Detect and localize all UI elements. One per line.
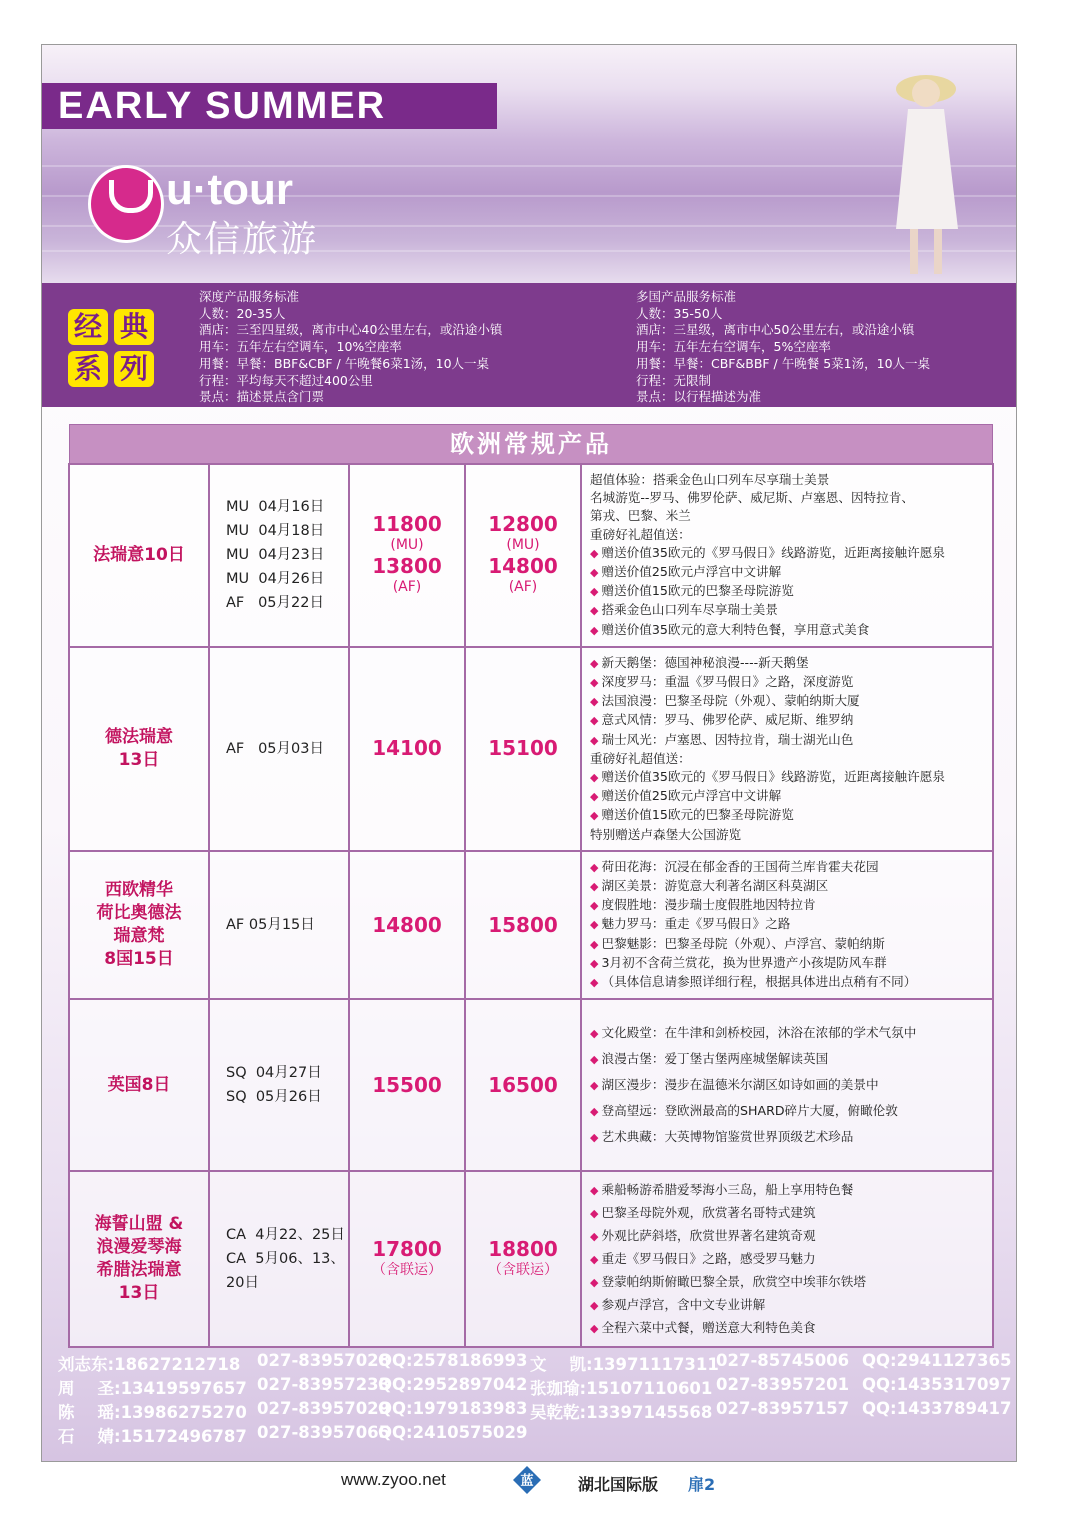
- girl-with-hat-icon: [878, 59, 968, 279]
- contact-field: 027-83957028: [257, 1351, 391, 1370]
- contact-field: QQ:1435317097: [862, 1375, 1012, 1394]
- multi-country-standards: 多国产品服务标准 人数：35-50人 酒店：三星级，离市中心50公里左右，或沿途小镇 用车：五年左右空调车，5%空座率 用餐：早餐：CBF&BBF / 午晚餐 5菜1汤，10人一桌 行程：无限制 景点：以行程描述为准: [636, 289, 931, 405]
- highlight-item: ◆ 艺术典藏：大英博物馆鉴赏世界顶级艺术珍品: [590, 1129, 854, 1145]
- diamond-bullet-icon: ◆: [590, 1298, 599, 1312]
- contact-field: QQ:1433789417: [862, 1399, 1012, 1418]
- contact-field: QQ:2941127365: [862, 1351, 1012, 1370]
- diamond-bullet-icon: ◆: [590, 976, 599, 990]
- series-char: 系: [68, 351, 108, 387]
- departure-dates: SQ 04月27日 SQ 05月26日: [209, 999, 349, 1171]
- highlight-item: ◆ 3月初不含荷兰赏花，换为世界遗产小孩堤防风车群: [590, 954, 887, 970]
- series-char: 典: [114, 309, 154, 345]
- brand-chinese: 众信旅游: [166, 219, 319, 260]
- highlight-item: 重磅好礼超值送：: [590, 750, 691, 766]
- diamond-bullet-icon: ◆: [590, 790, 599, 804]
- edition-label: 湖北国际版: [578, 1475, 659, 1494]
- svg-text:蓝: 蓝: [520, 1474, 534, 1489]
- product-name: 西欧精华 荷比奥德法 瑞意梵 8国15日: [69, 851, 209, 999]
- brand-english: u·tour: [166, 165, 294, 214]
- diamond-bullet-icon: ◆: [590, 656, 599, 670]
- diamond-bullet-icon: ◆: [590, 566, 599, 580]
- highlight-item: 第戎、巴黎、米兰: [590, 508, 691, 524]
- highlight-item: ◆ 荷田花海：沉浸在郁金香的王国荷兰库肯霍夫花园: [590, 858, 879, 874]
- blue-badge-icon: [512, 1465, 542, 1495]
- diamond-bullet-icon: ◆: [590, 1105, 599, 1119]
- highlight-item: ◆ 外观比萨斜塔，欣赏世界著名建筑奇观: [590, 1227, 816, 1243]
- price-premium: 16500: [465, 999, 581, 1171]
- highlight-item: ◆ 新天鹅堡：德国神秘浪漫----新天鹅堡: [590, 654, 809, 670]
- price-premium: 15800: [465, 851, 581, 999]
- utour-logo-icon: [88, 165, 164, 243]
- contact-field: QQ:2952897042: [378, 1375, 528, 1394]
- highlight-item: ◆ 巴黎魅影：巴黎圣母院（外观）、卢浮宫、蒙帕纳斯: [590, 935, 885, 951]
- highlight-item: ◆ 赠送价值15欧元的巴黎圣母院游览: [590, 583, 794, 599]
- diamond-bullet-icon: ◆: [590, 676, 599, 690]
- highlight-item: ◆ 深度罗马：重温《罗马假日》之路，深度游览: [590, 674, 854, 690]
- diamond-bullet-icon: ◆: [590, 956, 599, 970]
- highlight-item: ◆ 法国浪漫：巴黎圣母院（外观）、蒙帕纳斯大厦: [590, 693, 860, 709]
- contact-field: 吴乾乾:13397145568: [530, 1403, 713, 1422]
- contact-field: 陈 瑶:13986275270: [58, 1403, 247, 1422]
- highlight-item: ◆ 全程六菜中式餐，赠送意大利特色美食: [590, 1319, 816, 1335]
- banner-title: EARLY SUMMER: [58, 85, 387, 127]
- contact-field: 027-83957201: [716, 1375, 850, 1394]
- diamond-bullet-icon: ◆: [590, 604, 599, 618]
- highlight-item: ◆ 魅力罗马：重走《罗马假日》之路: [590, 916, 791, 932]
- diamond-bullet-icon: ◆: [590, 937, 599, 951]
- diamond-bullet-icon: ◆: [590, 1252, 599, 1266]
- product-row: [69, 464, 993, 647]
- diamond-bullet-icon: ◆: [590, 899, 599, 913]
- highlight-item: ◆ 参观卢浮宫，含中文专业讲解: [590, 1296, 766, 1312]
- itinerary-highlights: [581, 464, 993, 647]
- price-standard: 15500: [349, 999, 465, 1171]
- departure-dates: AF 05月15日: [209, 851, 349, 999]
- price-premium: 18800 （含联运）: [465, 1171, 581, 1347]
- diamond-bullet-icon: ◆: [590, 1206, 599, 1220]
- highlight-item: ◆ 赠送价值25欧元卢浮宫中文讲解: [590, 564, 782, 580]
- contact-field: QQ:2410575029: [378, 1423, 528, 1442]
- service-standards: [42, 283, 1016, 407]
- highlight-item: 重磅好礼超值送：: [590, 526, 691, 542]
- contact-field: QQ:1979183983: [378, 1399, 528, 1418]
- contact-row: [58, 1351, 1012, 1375]
- itinerary-highlights: [581, 851, 993, 999]
- diamond-bullet-icon: ◆: [590, 918, 599, 932]
- diamond-bullet-icon: ◆: [590, 1321, 599, 1335]
- contact-field: 027-83957065: [257, 1423, 391, 1442]
- price-standard: 14100: [349, 647, 465, 851]
- highlight-item: ◆ 赠送价值35欧元的《罗马假日》线路游览，近距离接触许愿泉: [590, 544, 945, 560]
- diamond-bullet-icon: ◆: [590, 1183, 599, 1197]
- contact-field: 周 圣:13419597657: [58, 1379, 247, 1398]
- highlight-item: ◆ 湖区漫步：漫步在温德米尔湖区如诗如画的美景中: [590, 1077, 879, 1093]
- contact-field: 文 凯:13971117311: [530, 1355, 719, 1374]
- diamond-bullet-icon: ◆: [590, 771, 599, 785]
- product-name: 德法瑞意 13日: [69, 647, 209, 851]
- diamond-bullet-icon: ◆: [590, 1027, 599, 1041]
- highlight-item: ◆ 搭乘金色山口列车尽享瑞士美景: [590, 602, 778, 618]
- price-premium: 12800 (MU) 14800 (AF): [465, 464, 581, 647]
- diamond-bullet-icon: ◆: [590, 809, 599, 823]
- highlight-item: ◆ 登蒙帕纳斯俯瞰巴黎全景，欣赏空中埃菲尔铁塔: [590, 1273, 866, 1289]
- price-standard: 11800 (MU) 13800 (AF): [349, 464, 465, 647]
- highlight-item: 特别赠送卢森堡大公国游览: [590, 826, 742, 842]
- table-title: 欧洲常规产品: [450, 430, 612, 458]
- itinerary-highlights: [581, 647, 993, 851]
- product-name: 法瑞意10日: [69, 464, 209, 647]
- diamond-bullet-icon: ◆: [590, 1079, 599, 1093]
- contact-row: [58, 1399, 1012, 1423]
- highlight-item: ◆ 湖区美景：游览意大利著名湖区科莫湖区: [590, 878, 829, 894]
- contact-field: 027-83957157: [716, 1399, 850, 1418]
- product-row: [69, 647, 993, 851]
- contact-list: [58, 1351, 1012, 1447]
- contact-field: 张珈瑜:15107110601: [530, 1379, 713, 1398]
- diamond-bullet-icon: ◆: [590, 1229, 599, 1243]
- highlight-item: ◆ 文化殿堂：在牛津和剑桥校园，沐浴在浓郁的学术气氛中: [590, 1025, 917, 1041]
- diamond-bullet-icon: ◆: [590, 714, 599, 728]
- departure-dates: MU 04月16日 MU 04月18日 MU 04月23日 MU 04月26日 AF 05月22日: [209, 464, 349, 647]
- diamond-bullet-icon: ◆: [590, 733, 599, 747]
- highlight-item: ◆ 赠送价值25欧元卢浮宫中文讲解: [590, 788, 782, 804]
- departure-dates: CA 4月22、25日 CA 5月06、13、 20日: [209, 1171, 349, 1347]
- diamond-bullet-icon: ◆: [590, 880, 599, 894]
- highlight-item: ◆ 瑞士风光：卢塞恩、因特拉肯，瑞士湖光山色: [590, 731, 854, 747]
- highlight-item: ◆ 度假胜地：漫步瑞士度假胜地因特拉肯: [590, 897, 816, 913]
- itinerary-highlights: [581, 999, 993, 1171]
- diamond-bullet-icon: ◆: [590, 1131, 599, 1145]
- series-char: 列: [114, 351, 154, 387]
- product-table: [68, 463, 994, 1348]
- diamond-bullet-icon: ◆: [590, 1275, 599, 1289]
- diamond-bullet-icon: ◆: [590, 623, 599, 637]
- highlight-item: ◆ 赠送价值15欧元的巴黎圣母院游览: [590, 807, 794, 823]
- banner: [42, 45, 1016, 283]
- highlight-item: 超值体验：搭乘金色山口列车尽享瑞士美景: [590, 472, 830, 487]
- price-standard: 14800: [349, 851, 465, 999]
- highlight-item: ◆ 赠送价值35欧元的意大利特色餐，享用意式美食: [590, 621, 870, 637]
- diamond-bullet-icon: ◆: [590, 1053, 599, 1067]
- highlight-item: ◆ （具体信息请参照详细行程，根据具体进出点稍有不同）: [590, 974, 917, 990]
- highlight-item: ◆ 赠送价值35欧元的《罗马假日》线路游览，近距离接触许愿泉: [590, 769, 945, 785]
- product-row: [69, 1171, 993, 1347]
- contact-field: 027-83957029: [257, 1399, 391, 1418]
- diamond-bullet-icon: ◆: [590, 695, 599, 709]
- contact-row: [58, 1375, 1012, 1399]
- page: [41, 44, 1017, 1462]
- table-header: [69, 424, 993, 464]
- highlight-item: ◆ 重走《罗马假日》之路，感受罗马魅力: [590, 1250, 816, 1266]
- diamond-bullet-icon: ◆: [590, 860, 599, 874]
- itinerary-highlights: [581, 1171, 993, 1347]
- diamond-bullet-icon: ◆: [590, 585, 599, 599]
- deep-standards: 深度产品服务标准 人数：20-35人 酒店：三至四星级，离市中心40公里左右，或沿途小镇 用车：五年左右空调车，10%空座率 用餐：早餐：BBF&CBF / 午晚餐6菜1汤，10人一桌 行程：平均每天不超过400公里 景点：描述景点含门票: [199, 289, 503, 405]
- product-row: [69, 851, 993, 999]
- departure-dates: AF 05月03日: [209, 647, 349, 851]
- highlight-item: ◆ 浪漫古堡：爱丁堡古堡两座城堡解读英国: [590, 1051, 829, 1067]
- contact-field: 027-85745006: [716, 1351, 850, 1370]
- highlight-item: ◆ 意式风情：罗马、佛罗伦萨、威尼斯、维罗纳: [590, 712, 854, 728]
- website-url[interactable]: www.zyoo.net: [341, 1470, 446, 1489]
- contact-field: 027-83957233: [257, 1375, 391, 1394]
- contact-field: 石 婧:15172496787: [58, 1427, 247, 1446]
- price-standard: 17800 （含联运）: [349, 1171, 465, 1347]
- product-name: 海誓山盟 & 浪漫爱琴海 希腊法瑞意 13日: [69, 1171, 209, 1347]
- product-name: 英国8日: [69, 999, 209, 1171]
- contact-field: QQ:2578186993: [378, 1351, 528, 1370]
- contact-row: [58, 1423, 1008, 1447]
- diamond-bullet-icon: ◆: [590, 546, 599, 560]
- contact-field: 刘志东:18627212718: [58, 1355, 241, 1374]
- highlight-item: ◆ 乘船畅游希腊爱琴海小三岛，船上享用特色餐: [590, 1181, 854, 1197]
- page-number: 扉2: [688, 1475, 716, 1494]
- product-row: [69, 999, 993, 1171]
- highlight-item: 名城游览--罗马、佛罗伦萨、威尼斯、卢塞恩、因特拉肯、: [590, 490, 914, 506]
- highlight-item: ◆ 巴黎圣母院外观，欣赏著名哥特式建筑: [590, 1204, 816, 1220]
- price-premium: 15100: [465, 647, 581, 851]
- series-char: 经: [68, 309, 108, 345]
- highlight-item: ◆ 登高望远：登欧洲最高的SHARD碎片大厦，俯瞰伦敦: [590, 1103, 898, 1119]
